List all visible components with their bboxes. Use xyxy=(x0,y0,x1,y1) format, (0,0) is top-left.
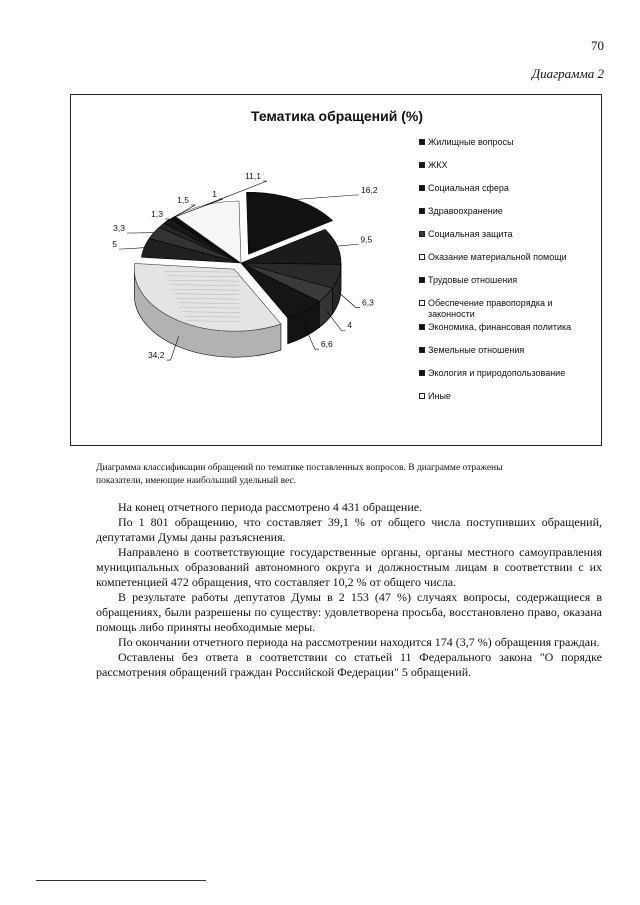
legend-item xyxy=(419,345,599,356)
legend-label: Оказание материальной помощи xyxy=(428,252,567,262)
chart-title: Тематика обращений (%) xyxy=(250,108,424,124)
legend-label: Экономика, финансовая политика xyxy=(428,322,572,332)
label-leader-line xyxy=(339,292,360,307)
pie-data-label: 11,1 xyxy=(245,171,261,181)
pie-data-label: 4 xyxy=(347,320,353,331)
paragraph: По окончании отчетного периода на рассмотрении находится 174 (3,7 %) обращения граждан. xyxy=(118,635,600,649)
legend-swatch xyxy=(419,300,425,306)
label-leader-line xyxy=(295,195,359,200)
label-leader-line xyxy=(119,248,144,249)
legend-item xyxy=(419,229,599,240)
legend-swatch xyxy=(419,324,425,330)
legend-label: Обеспечение правопорядка и законности xyxy=(428,298,553,319)
pie-data-label: 3,3 xyxy=(113,223,125,233)
legend-item xyxy=(419,298,599,320)
chart-caption xyxy=(96,462,606,488)
legend-swatch xyxy=(419,185,425,191)
legend-label: Здравоохранение xyxy=(428,206,503,216)
caption-line: показатели, имеющие наибольший удельный вес. xyxy=(96,476,297,486)
legend-item xyxy=(419,275,599,286)
legend-item xyxy=(419,183,599,194)
legend-item xyxy=(419,391,599,402)
paragraph: В результате работы депутатов Думы в 2 153 (47 %) случаях вопросы, содержащиеся в обращениях, были разрешены по существу: удовлетворена просьба, восстановлено право, оказана помощь либо приняты необходимые меры. xyxy=(96,590,602,634)
legend-swatch xyxy=(419,208,425,214)
legend-label: Жилищные вопросы xyxy=(428,137,514,147)
body-text xyxy=(96,500,602,680)
pie-data-label: 5 xyxy=(112,239,117,249)
pie-data-label: 1,3 xyxy=(151,209,163,219)
pie-data-label: 1 xyxy=(212,189,217,199)
pie-data-label: 34,2 xyxy=(147,350,165,361)
legend-swatch xyxy=(419,231,425,237)
diagram-label: Диаграмма 2 xyxy=(531,66,604,81)
legend-label: Трудовые отношения xyxy=(428,275,518,285)
legend-swatch xyxy=(419,162,425,168)
footer-rule xyxy=(36,880,206,881)
pie-data-label: 6,3 xyxy=(362,297,374,308)
legend-swatch xyxy=(419,254,425,260)
legend-item xyxy=(419,368,599,379)
legend-item xyxy=(419,206,599,217)
legend-label: Экология и природопользование xyxy=(428,368,566,378)
pie-data-label: 6,6 xyxy=(320,339,333,350)
legend-label: Социальная сфера xyxy=(428,183,509,193)
chart-frame xyxy=(70,94,602,446)
legend-swatch xyxy=(419,277,425,283)
legend-item xyxy=(419,322,599,333)
legend-item xyxy=(419,252,599,263)
legend-label: Иные xyxy=(428,391,451,401)
legend-swatch xyxy=(419,370,425,376)
legend-label: Социальная защита xyxy=(428,229,513,239)
paragraph: По 1 801 обращению, что составляет 39,1 % от общего числа поступивших обращений, депутатами Думы даны разъяснения. xyxy=(96,515,602,544)
pie-data-label: 9,5 xyxy=(360,234,373,245)
paragraph: На конец отчетного периода рассмотрено 4 431 обращение. xyxy=(118,500,423,514)
legend-label: ЖКХ xyxy=(428,160,448,170)
legend-swatch xyxy=(419,393,425,399)
paragraph: Оставлены без ответа в соответствии со статьей 11 Федерального закона "О порядке рассмотрения обращений граждан Российской Федерации" 5 обращений. xyxy=(96,650,602,679)
legend-swatch xyxy=(419,347,425,353)
page-number: 70 xyxy=(591,38,604,53)
caption-line: Диаграмма классификации обращений по тематике поставленных вопросов. В диаграмме отражены xyxy=(96,463,503,473)
legend-item xyxy=(419,160,599,171)
label-leader-line xyxy=(337,244,358,246)
legend-label: Земельные отношения xyxy=(428,345,525,355)
legend-swatch xyxy=(419,139,425,145)
pie-data-label: 16,2 xyxy=(361,185,378,195)
paragraph: Направлено в соответствующие государственные органы, органы местного самоуправления муниципальных образований автономного округа и должностным лицам в соответствии с их компетенцией 472 обращения, что составляет 10,2 % от общего числа. xyxy=(96,545,602,589)
legend-item xyxy=(419,137,599,148)
pie-data-label: 1,5 xyxy=(177,195,189,205)
